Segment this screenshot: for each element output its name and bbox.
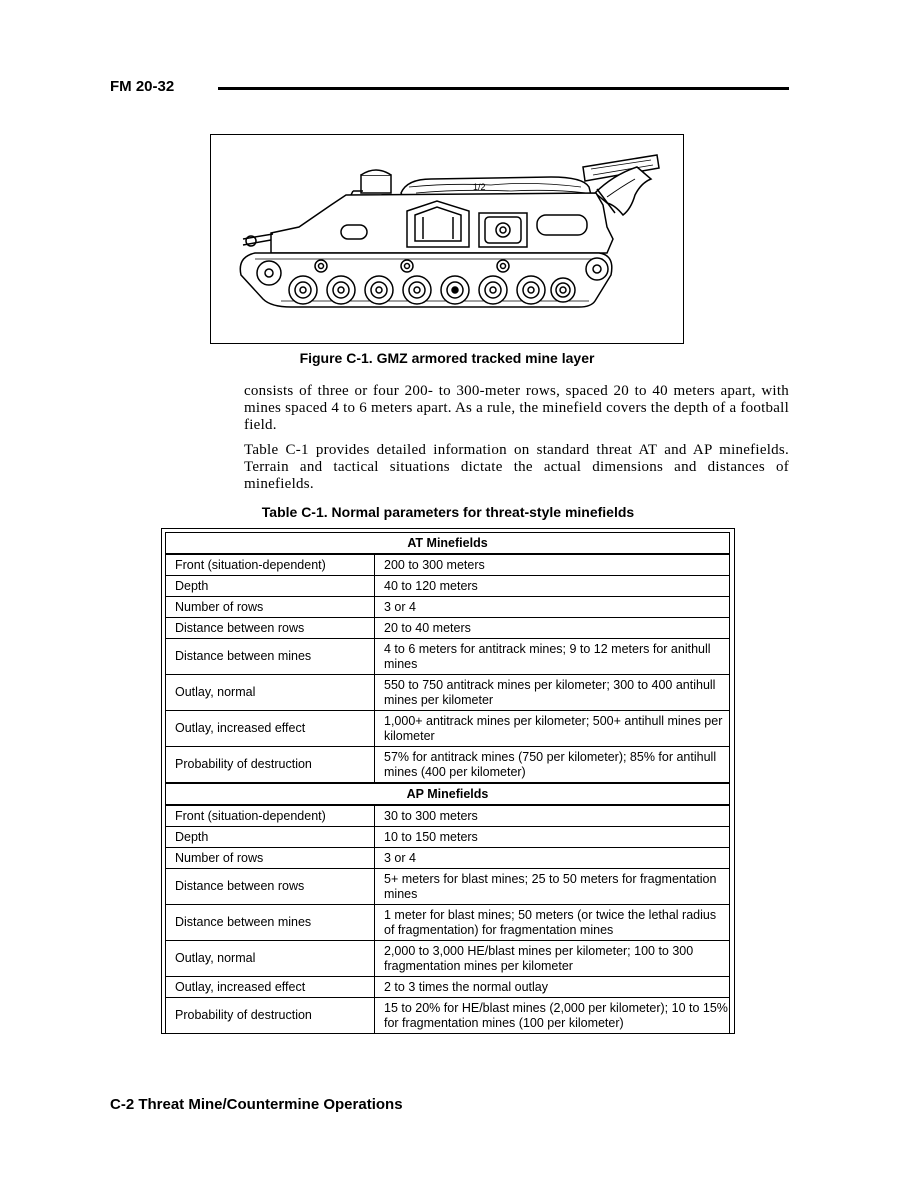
ap-minefields-heading: AP Minefields <box>166 783 730 805</box>
parameter-label: Probability of destruction <box>166 998 375 1034</box>
body-paragraph-1: consists of three or four 200- to 300-meter rows, spaced 20 to 40 meters apart, with mines spaced 4 to 6 meters apart. As a rule, the minefield covers the depth of a football field. <box>244 383 790 433</box>
table-row <box>166 554 730 576</box>
figure-frame <box>210 134 684 344</box>
at-minefields-heading: AT Minefields <box>166 533 730 555</box>
table-row <box>166 711 730 747</box>
table-row <box>166 805 730 827</box>
parameter-value: 3 or 4 <box>375 848 730 869</box>
parameter-label: Distance between mines <box>166 639 375 675</box>
table-caption: Table C-1. Normal parameters for threat-style minefields <box>261 504 635 520</box>
table-row <box>166 977 730 998</box>
parameter-value: 4 to 6 meters for antitrack mines; 9 to 12 meters for anithull mines <box>375 639 730 675</box>
page-footer: C-2 Threat Mine/Countermine Operations <box>110 1096 403 1113</box>
parameter-label: Distance between rows <box>166 618 375 639</box>
parameter-label: Number of rows <box>166 848 375 869</box>
table-row <box>166 639 730 675</box>
parameter-label: Outlay, increased effect <box>166 711 375 747</box>
parameter-value: 10 to 150 meters <box>375 827 730 848</box>
parameter-value: 1 meter for blast mines; 50 meters (or twice the lethal radius of fragmentation) for fragmentation mines <box>375 905 730 941</box>
parameter-label: Front (situation-dependent) <box>166 805 375 827</box>
parameter-value: 200 to 300 meters <box>375 554 730 576</box>
parameter-label: Probability of destruction <box>166 747 375 784</box>
parameter-value: 5+ meters for blast mines; 25 to 50 meters for fragmentation mines <box>375 869 730 905</box>
table-section-header <box>166 533 730 555</box>
gmz-mine-layer-illustration <box>211 135 685 345</box>
parameter-value: 3 or 4 <box>375 597 730 618</box>
table-row <box>166 675 730 711</box>
parameter-value: 20 to 40 meters <box>375 618 730 639</box>
parameter-label: Outlay, normal <box>166 941 375 977</box>
table-section-header <box>166 783 730 805</box>
parameter-label: Depth <box>166 827 375 848</box>
table-row <box>166 941 730 977</box>
header-rule <box>218 87 789 90</box>
parameter-label: Front (situation-dependent) <box>166 554 375 576</box>
parameter-label: Number of rows <box>166 597 375 618</box>
table-row <box>166 998 730 1034</box>
parameter-value: 550 to 750 antitrack mines per kilometer; 300 to 400 antihull mines per kilometer <box>375 675 730 711</box>
parameter-value: 15 to 20% for HE/blast mines (2,000 per kilometer); 10 to 15% for fragmentation mines (100 per kilometer) <box>375 998 730 1034</box>
table-row <box>166 827 730 848</box>
body-paragraph-2: Table C-1 provides detailed information on standard threat AT and AP minefields. Terrain and tactical situations dictate the actual dimensions and distances of minefields. <box>244 442 789 492</box>
parameter-label: Distance between rows <box>166 869 375 905</box>
parameter-label: Distance between mines <box>166 905 375 941</box>
table-row <box>166 597 730 618</box>
parameter-value: 40 to 120 meters <box>375 576 730 597</box>
page-header-doc-id: FM 20-32 <box>110 78 175 95</box>
figure-caption: Figure C-1. GMZ armored tracked mine layer <box>299 350 595 366</box>
table-row <box>166 905 730 941</box>
parameter-label: Outlay, increased effect <box>166 977 375 998</box>
parameter-value: 2,000 to 3,000 HE/blast mines per kilometer; 100 to 300 fragmentation mines per kilometer <box>375 941 730 977</box>
minefield-parameters-table <box>161 528 735 1034</box>
parameter-value: 2 to 3 times the normal outlay <box>375 977 730 998</box>
table-row <box>166 618 730 639</box>
parameter-label: Outlay, normal <box>166 675 375 711</box>
table-row <box>166 747 730 784</box>
parameter-label: Depth <box>166 576 375 597</box>
parameter-value: 57% for antitrack mines (750 per kilometer); 85% for antihull mines (400 per kilometer) <box>375 747 730 784</box>
parameter-value: 30 to 300 meters <box>375 805 730 827</box>
svg-text:1/2: 1/2 <box>473 182 486 192</box>
parameter-value: 1,000+ antitrack mines per kilometer; 500+ antihull mines per kilometer <box>375 711 730 747</box>
table-row <box>166 576 730 597</box>
table-row <box>166 869 730 905</box>
table-row <box>166 848 730 869</box>
